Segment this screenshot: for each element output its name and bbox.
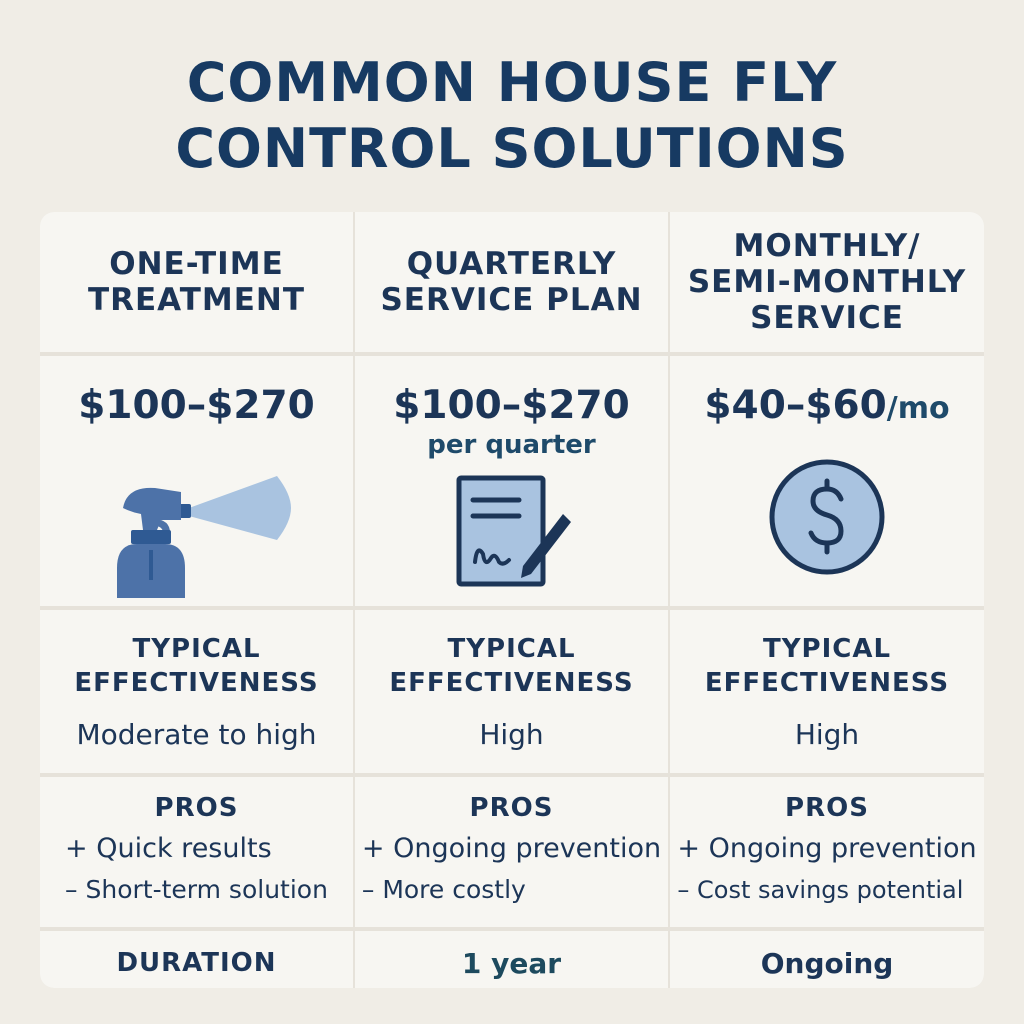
price — [393, 384, 630, 428]
pros-label: PROS — [469, 793, 554, 823]
pro-item: + Ongoing prevention — [361, 833, 662, 864]
price-suffix: /mo — [886, 391, 950, 426]
duration-label: DURATION — [116, 948, 277, 978]
pro-item: + Quick results — [65, 833, 272, 864]
effectiveness-label — [74, 632, 318, 700]
effectiveness-cell-one-time — [40, 610, 353, 773]
price-subtitle: per quarter — [427, 430, 596, 460]
column-heading-monthly — [670, 212, 984, 352]
effectiveness-value: Moderate to high — [76, 718, 317, 751]
heading-line: TREATMENT — [87, 282, 306, 318]
heading-line: MONTHLY/ — [733, 228, 921, 264]
label-line: TYPICAL — [447, 634, 576, 664]
pros-list — [677, 829, 976, 911]
duration-cell-quarterly — [355, 931, 668, 988]
column-heading-one-time — [40, 212, 353, 352]
price-cell-monthly — [670, 356, 984, 606]
effectiveness-cell-monthly — [670, 610, 984, 773]
effectiveness-value: High — [479, 718, 544, 751]
label-line: EFFECTIVENESS — [74, 668, 319, 698]
con-item: – Cost savings potential — [677, 876, 964, 904]
effectiveness-cell-quarterly — [355, 610, 668, 773]
price-cell-one-time — [40, 356, 353, 606]
label-line: TYPICAL — [762, 634, 892, 664]
price-value: $40–$60 — [704, 383, 887, 428]
pros-cell-one-time — [40, 777, 353, 927]
label-line: EFFECTIVENESS — [704, 668, 950, 698]
pros-list — [362, 829, 661, 911]
con-item: – Short-term solution — [65, 875, 328, 904]
spray-bottle-icon — [97, 468, 297, 602]
page-title — [0, 50, 1024, 182]
price-value: $100–$270 — [78, 383, 315, 428]
pro-item: + Ongoing prevention — [677, 833, 977, 864]
label-line: EFFECTIVENESS — [389, 668, 634, 698]
pros-cell-monthly — [670, 777, 984, 927]
contract-signature-icon — [447, 474, 577, 593]
comparison-table — [40, 212, 984, 988]
pros-cell-quarterly — [355, 777, 668, 927]
heading-line: ONE-TIME — [109, 246, 284, 282]
con-item: – More costly — [361, 875, 526, 904]
pros-list — [65, 829, 328, 911]
title-line-1: COMMON HOUSE FLY — [186, 51, 838, 114]
price-cell-quarterly — [355, 356, 668, 606]
price-value: $100–$270 — [393, 383, 630, 428]
effectiveness-label — [705, 632, 949, 700]
title-line-2: CONTROL SOLUTIONS — [175, 117, 849, 180]
price — [78, 384, 315, 428]
effectiveness-label — [389, 632, 633, 700]
duration-value: 1 year — [461, 946, 562, 980]
column-heading-quarterly — [355, 212, 668, 352]
duration-value: Ongoing — [760, 946, 894, 980]
heading-line: SERVICE — [750, 300, 904, 336]
price — [704, 384, 949, 431]
pros-label: PROS — [154, 793, 239, 823]
dollar-coin-icon — [767, 457, 887, 581]
heading-line: SERVICE PLAN — [380, 282, 643, 318]
label-line: TYPICAL — [132, 634, 261, 664]
duration-cell-one-time — [40, 931, 353, 988]
effectiveness-value: High — [794, 718, 860, 751]
heading-line: QUARTERLY — [406, 246, 617, 282]
duration-cell-monthly — [670, 931, 984, 988]
heading-line: SEMI-MONTHLY — [687, 264, 967, 300]
pros-label: PROS — [785, 793, 869, 823]
